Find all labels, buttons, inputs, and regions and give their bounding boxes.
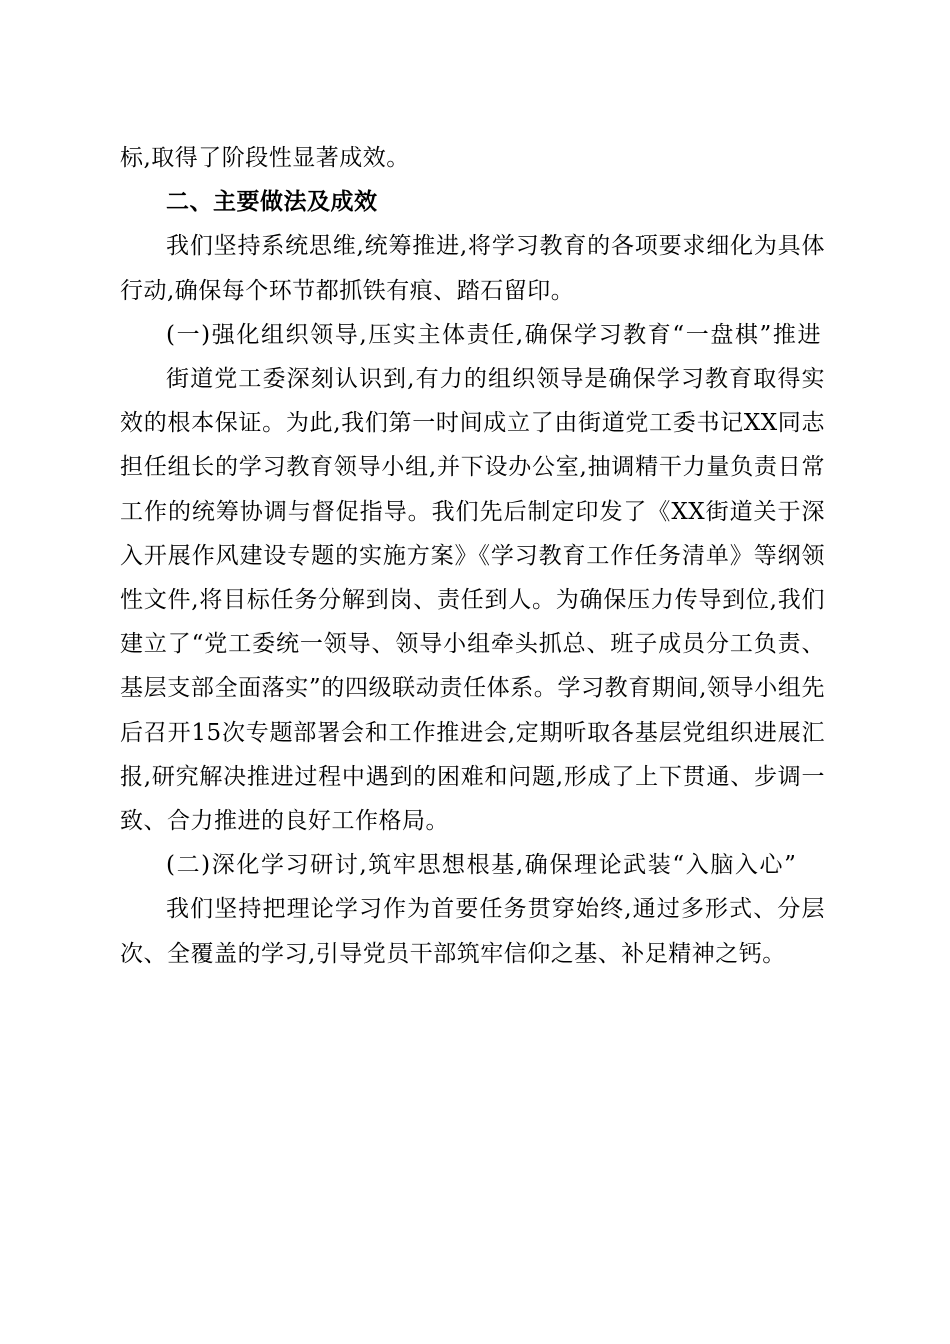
- paragraph-theory-study: 我们坚持把理论学习作为首要任务贯穿始终,通过多形式、分层次、全覆盖的学习,引导党员干部筑牢信仰之基、补足精神之钙。: [120, 896, 825, 967]
- document-page: [120, 136, 825, 976]
- subsection-heading-1: (一)强化组织领导,压实主体责任,确保学习教育“一盘棋”推进: [166, 321, 823, 348]
- paragraph-continuation: 标,取得了阶段性显著成效。: [120, 145, 410, 171]
- subsection-heading-2: (二)深化学习研讨,筑牢思想根基,确保理论武装“入脑入心”: [166, 852, 798, 879]
- section-heading-main-practices: 二、主要做法及成效: [166, 189, 378, 216]
- paragraph-organization-leadership: 街道党工委深刻认识到,有力的组织领导是确保学习教育取得实效的根本保证。为此,我们第一时间成立了由街道党工委书记XX同志担任组长的学习教育领导小组,并下设办公室,抽调精干力量负责日常工作的统筹协调与督促指导。我们先后制定印发了《XX街道关于深入开展作风建设专题的实施方案》《学习教育工作任务清单》等纲领性文件,将目标任务分解到岗、责任到人。为确保压力传导到位,我们建立了“党工委统一领导、领导小组牵头抓总、班子成员分工负责、基层支部全面落实”的四级联动责任体系。学习教育期间,领导小组先后召开15次专题部署会和工作推进会,定期听取各基层党组织进展汇报,研究解决推进过程中遇到的困难和问题,形成了上下贯通、步调一致、合力推进的良好工作格局。: [120, 366, 825, 835]
- paragraph-intro: 我们坚持系统思维,统筹推进,将学习教育的各项要求细化为具体行动,确保每个环节都抓铁有痕、踏石留印。: [120, 233, 825, 304]
